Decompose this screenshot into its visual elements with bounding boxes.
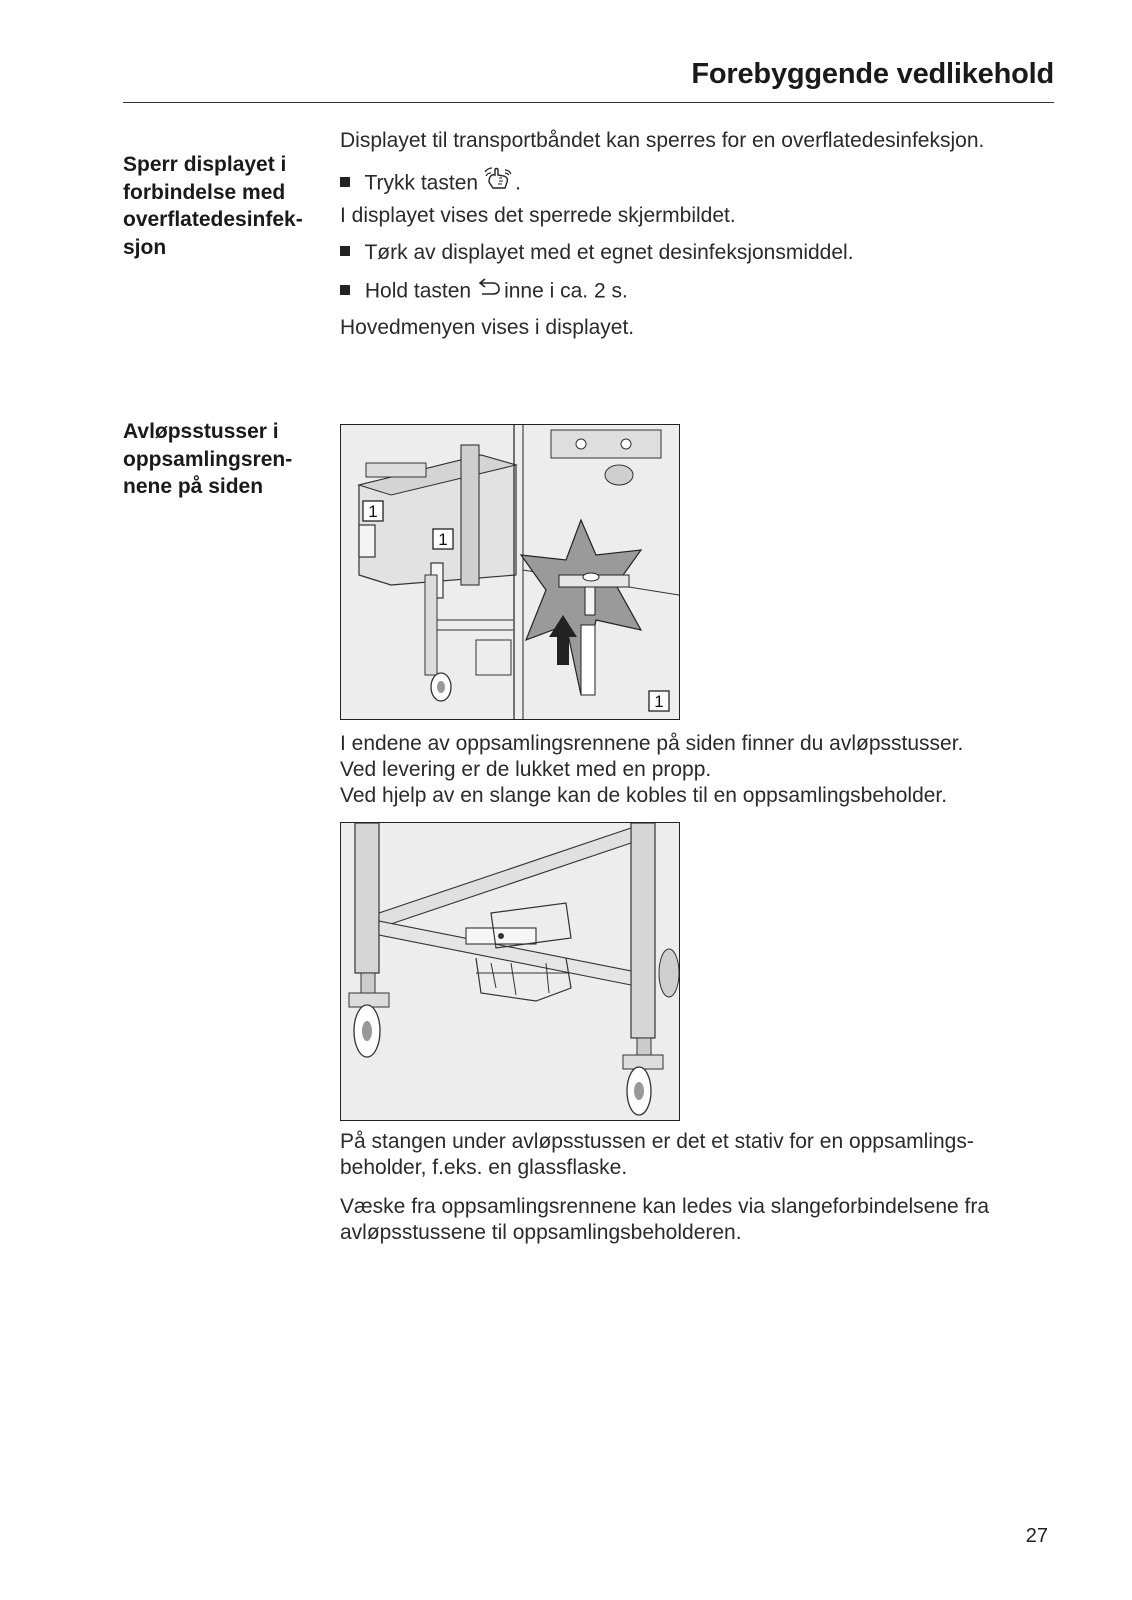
back-arrow-icon: [476, 277, 502, 303]
step-text-suffix: inne i ca. 2 s.: [504, 279, 628, 303]
figure-callout-1: 1: [438, 530, 448, 549]
heading-line: oppsamlingsren-: [123, 447, 293, 471]
heading-line: Avløpsstusser i: [123, 420, 279, 443]
intro-text: Displayet til transportbåndet kan sperres for en overflatedesinfeksjon.: [340, 129, 985, 152]
result-text: Hovedmenyen vises i displayet.: [340, 316, 635, 339]
step-text-suffix: .: [515, 171, 521, 195]
result-text: I displayet vises det sperrede skjermbildet.: [340, 204, 736, 227]
para-line: avløpsstussene til oppsamlingsbeholderen.: [340, 1221, 742, 1244]
para-line: Ved hjelp av en slange kan de kobles til en oppsamlingsbeholder.: [340, 784, 948, 807]
figure-callout-1: 1: [654, 692, 664, 711]
step-press-key: [340, 168, 521, 200]
heading-line: overflatedesinfek-: [123, 208, 303, 231]
figure-callout-1: 1: [368, 502, 378, 521]
section-heading-lock-display: [123, 151, 323, 261]
section-heading-drain-outlets: [123, 418, 323, 501]
para-line: beholder, f.eks. en glassflaske.: [340, 1156, 628, 1179]
figure-drain-outlet-detail: [340, 424, 680, 720]
step-text: Tørk av displayet med et egnet desinfeksjonsmiddel.: [364, 241, 854, 264]
step-hold-key: [340, 279, 628, 305]
para-line: Ved levering er de lukket med en propp.: [340, 758, 712, 781]
para-line: På stangen under avløpsstussen er det et stativ for en oppsamlings-: [340, 1130, 974, 1153]
figure-bottle-holder: [340, 822, 680, 1121]
header-divider: [123, 102, 1054, 103]
step-text: Hold tasten: [364, 279, 472, 303]
hand-pointer-icon: [483, 166, 513, 198]
heading-line: nene på siden: [123, 475, 264, 498]
step-wipe-display: [340, 241, 854, 265]
para-line: Væske fra oppsamlingsrennene kan ledes via slangeforbindelsene fra: [340, 1195, 990, 1218]
step-text: Trykk tasten: [364, 171, 479, 195]
heading-line: sjon: [123, 235, 167, 259]
heading-line: forbindelse med: [123, 180, 286, 204]
page-header-title: Forebyggende vedlikehold: [691, 58, 1054, 90]
heading-line: Sperr displayet i: [123, 153, 287, 176]
page-number: 27: [1025, 1525, 1048, 1547]
para-line: I endene av oppsamlingsrennene på siden finner du avløpsstusser.: [340, 732, 964, 755]
